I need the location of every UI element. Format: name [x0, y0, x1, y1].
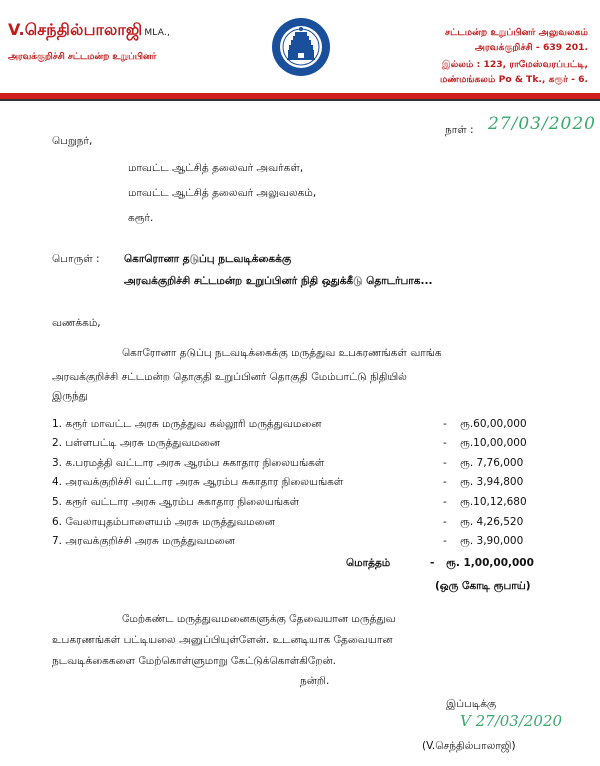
greeting: வணக்கம், [52, 317, 101, 329]
total-label: மொத்தம் [346, 557, 391, 569]
list-item-amount: ரூ. 4,26,520 [460, 516, 524, 528]
tamil-nadu-emblem-icon [270, 8, 332, 86]
list-item-dash: - [443, 516, 447, 528]
list-item-dash: - [443, 496, 447, 508]
list-item-amount: ரூ. 3,94,800 [460, 476, 524, 488]
thanks: நன்றி. [300, 675, 330, 687]
mla-name-text: V.செந்தில்பாலாஜி [8, 20, 143, 39]
list-item-dash: - [443, 457, 447, 469]
mla-role: அரவக்குறிச்சி சட்டமன்ற உறுப்பினர் [8, 52, 157, 62]
list-item-amount: ரூ.10,12,680 [460, 496, 527, 508]
subject-line1: கொரொனா தடுப்பு நடவடிக்கைக்கு [124, 253, 292, 265]
list-item: 1. கரூர் மாவட்ட அரசு மருத்துவ கல்லூரி மருத்துவமனை [52, 418, 322, 430]
mla-name [8, 20, 170, 41]
list-item: 6. வேலாயுதம்பாளையம் அரசு மருத்துவமனை [52, 516, 275, 528]
list-item-amount: ரூ.10,00,000 [460, 437, 527, 449]
home-address-line2: மண்மங்கலம் Po & Tk., கரூர் - 6. [439, 74, 588, 85]
paragraph-line2: அரவக்குறிச்சி சட்டமன்ற தொகுதி உறுப்பினர் தொகுதி மேம்பாட்டு நிதியில் [52, 371, 407, 383]
list-item-dash: - [443, 476, 447, 488]
list-item-dash: - [443, 535, 447, 547]
list-item-amount: ரூ. 3,90,000 [460, 535, 524, 547]
home-address-line1: இல்லம் : 123, ராமேஸ்வரப்பட்டி, [441, 59, 588, 70]
closing-line2: உபகரணங்கள் பட்டியலை அனுப்பியுள்ளேன். உடனடியாக தேவையான [52, 634, 393, 646]
yours-faithfully: இப்படிக்கு [446, 698, 497, 710]
date-label: நாள் : [445, 124, 474, 136]
recipient-line: மாவட்ட ஆட்சித் தலைவர் அவர்கள், [128, 162, 304, 174]
list-item-dash: - [443, 437, 447, 449]
list-item: 3. க.பரமத்தி வட்டார அரசு ஆரம்ப சுகாதார நிலையங்கள் [52, 457, 325, 469]
total-amount: ரூ. 1,00,00,000 [446, 557, 534, 569]
list-item-dash: - [443, 418, 447, 430]
list-item: 2. பள்ளபட்டி அரசு மருத்துவமனை [52, 437, 221, 449]
office-address-line1: சட்டமன்ற உறுப்பினர் அலுவலகம் [445, 27, 588, 38]
subject-line2: அரவக்குறிச்சி சட்டமன்ற உறுப்பினர் நிதி ஒதுக்கீடு தொடர்பாக... [124, 275, 433, 287]
list-item-amount: ரூ. 7,76,000 [460, 457, 524, 469]
total-dash: - [430, 557, 435, 569]
total-words: (ஒரு கோடி ரூபாய்) [435, 580, 531, 592]
salutation: பெறுநர், [52, 135, 93, 147]
list-item-amount: ரூ.60,00,000 [460, 418, 527, 430]
list-item: 4. அரவக்குறிச்சி வட்டார அரசு ஆரம்ப சுகாதார நிலையங்கள் [52, 476, 344, 488]
paragraph-line1: கொரோனா தடுப்பு நடவடிக்கைக்கு மருத்துவ உபகரணங்கள் வாங்க [122, 347, 442, 359]
closing-line1: மேற்கண்ட மருத்துவமனைகளுக்கு தேவையான மருத்துவ [122, 613, 396, 625]
header-rule-dark [0, 99, 600, 101]
subject-label: பொருள் : [52, 253, 100, 265]
paragraph-line3: இருந்து [52, 390, 88, 402]
list-item: 7. அரவக்குறிச்சி அரசு மருத்துவமனை [52, 535, 235, 547]
signatory-name: (V.செந்தில்பாலாஜி) [422, 740, 516, 752]
signature-handwritten: V 27/03/2020 [460, 712, 563, 730]
date-handwritten: 27/03/2020 [488, 114, 596, 134]
closing-line3: நடவடிக்கைகளை மேற்கொள்ளுமாறு கேட்டுக்கொள்கிறேன். [52, 655, 337, 667]
mla-suffix: MLA., [144, 28, 171, 38]
recipient-line: மாவட்ட ஆட்சித் தலைவர் அலுவலகம், [128, 187, 317, 199]
list-item: 5. கரூர் வட்டார அரசு ஆரம்ப சுகாதார நிலையங்கள் [52, 496, 300, 508]
office-address-line2: அரவக்குறிச்சி - 639 201. [474, 42, 588, 53]
recipient-line: கரூர். [128, 212, 154, 224]
